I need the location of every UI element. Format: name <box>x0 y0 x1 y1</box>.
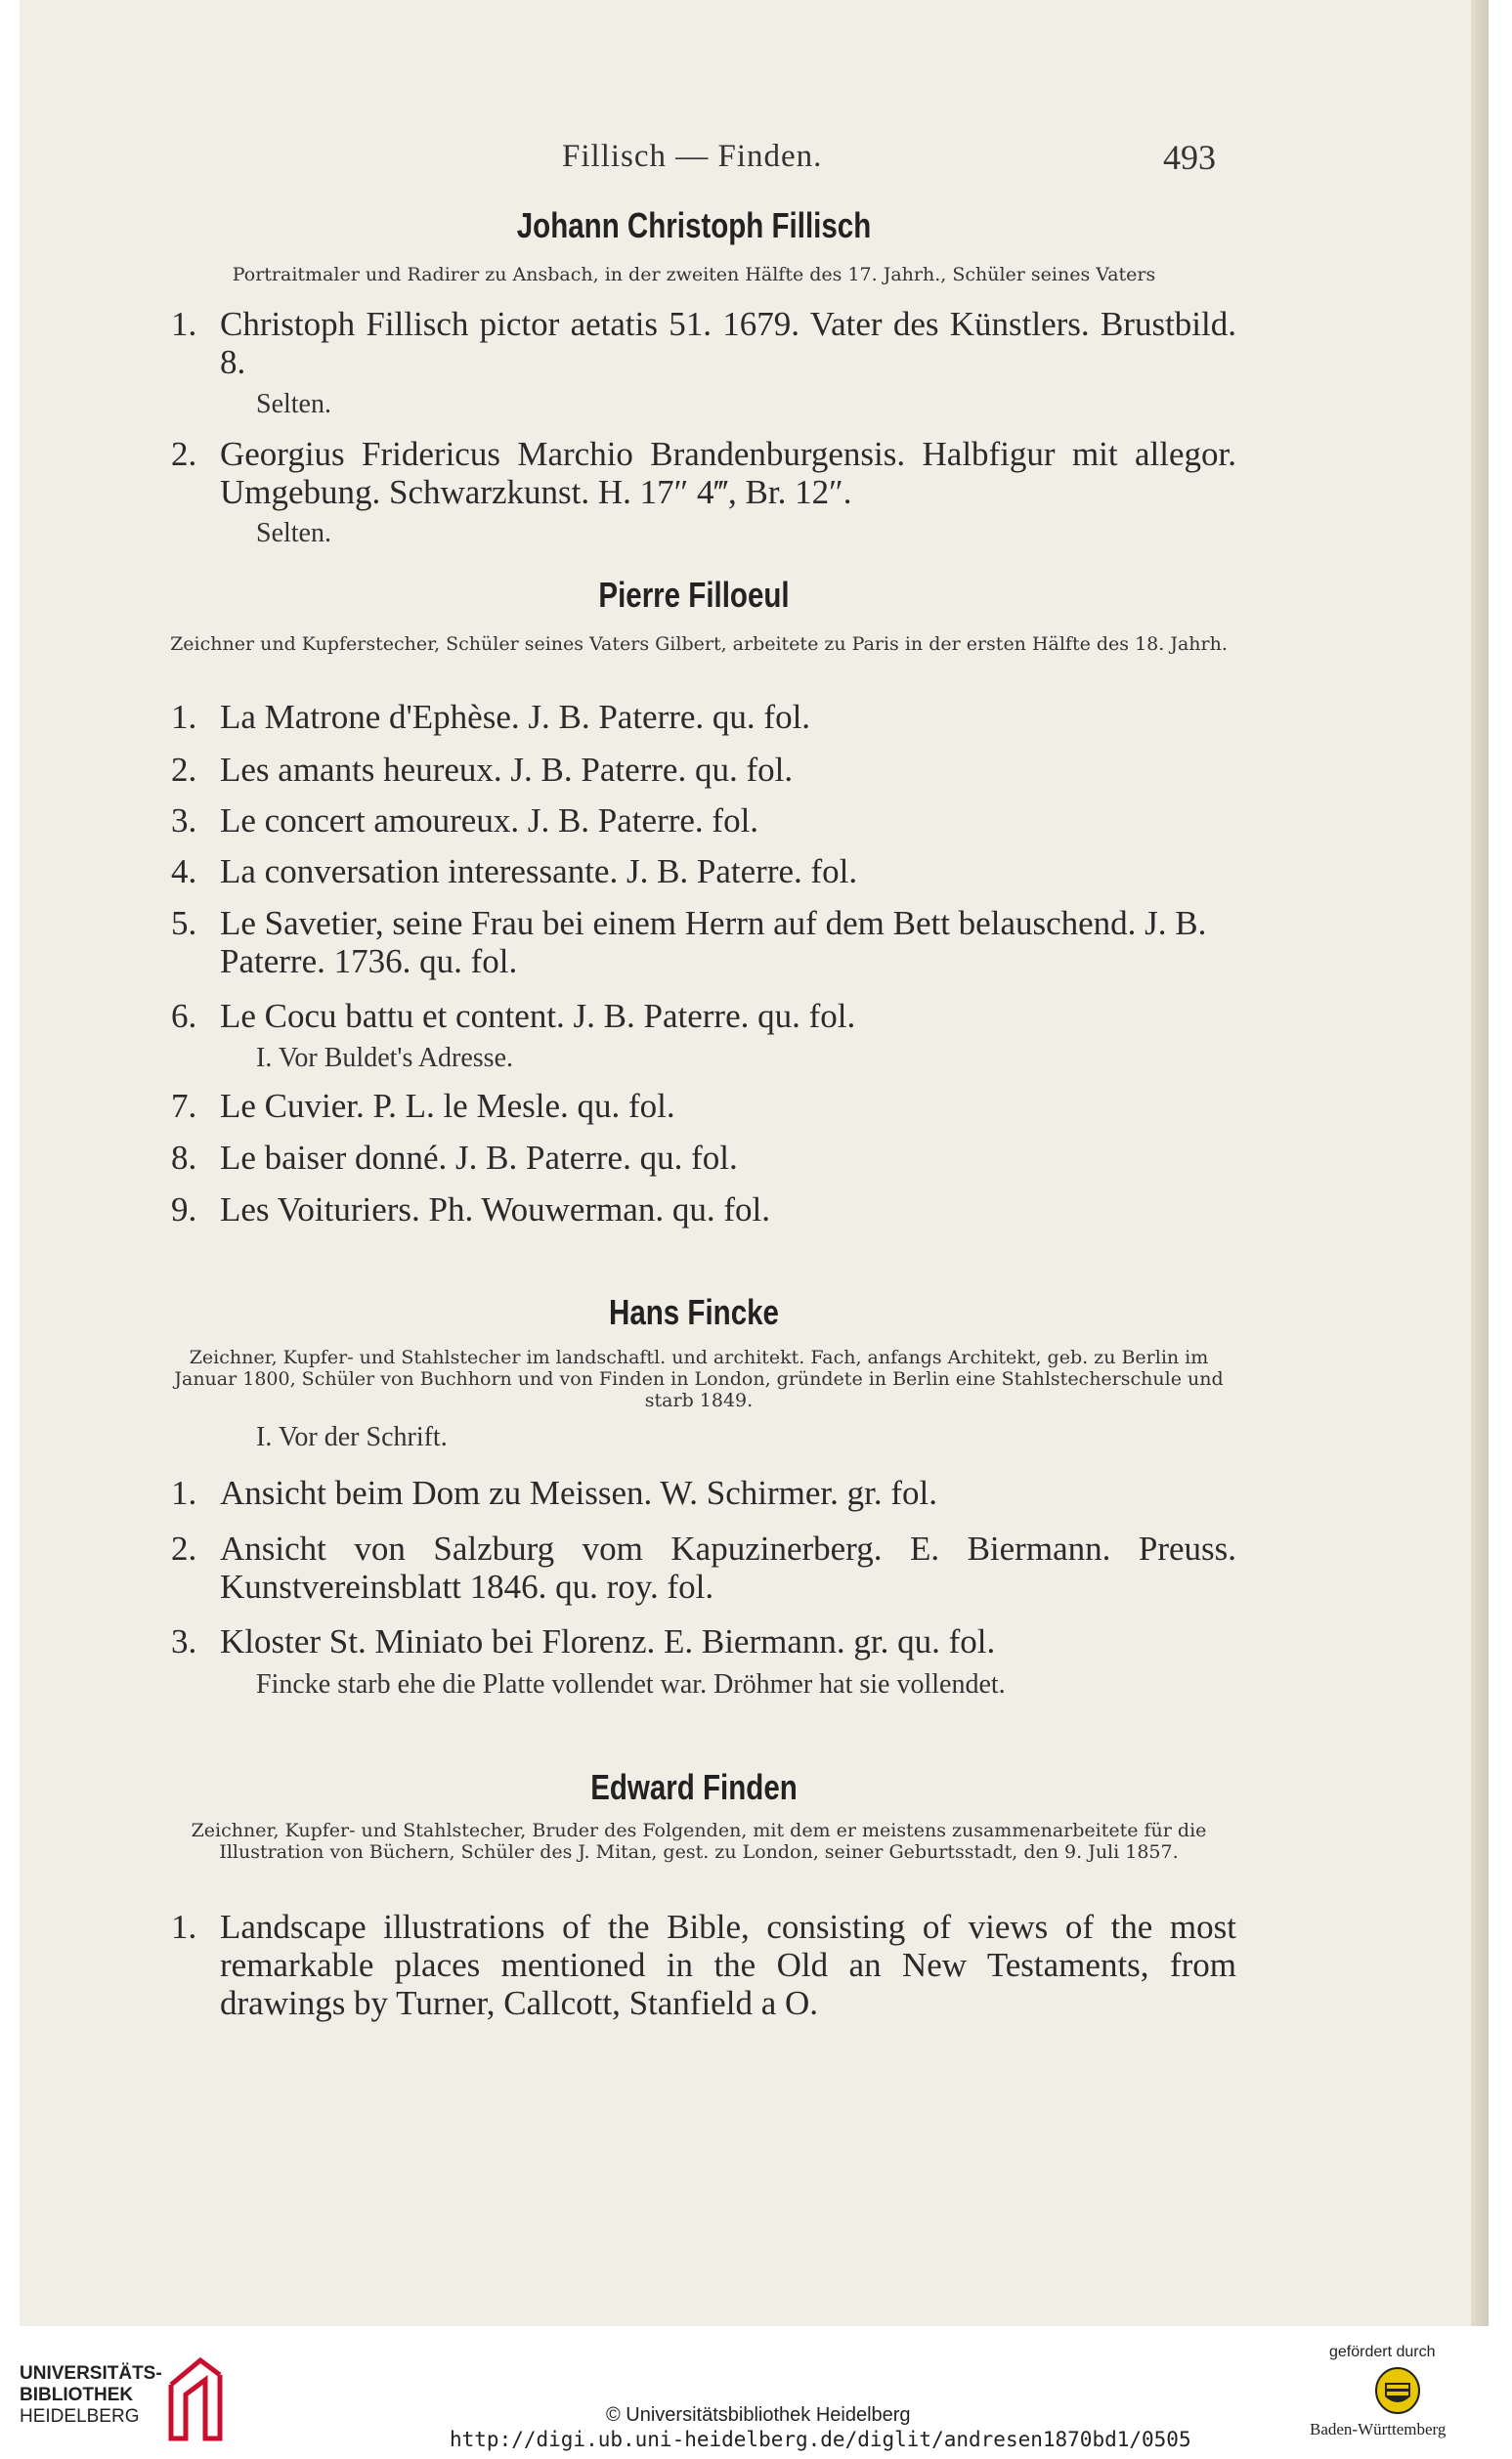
page-edge <box>1471 0 1489 2326</box>
entry-text: Le baiser donné. J. B. Paterre. qu. fol. <box>220 1139 738 1177</box>
entry-text: Les amants heureux. J. B. Paterre. qu. fol. <box>220 751 794 789</box>
section-title: Hans Fincke <box>609 1292 779 1332</box>
section-description: Zeichner und Kupferstecher, Schüler seines Vaters Gilbert, arbeitete zu Paris in der ersten Hälfte des 18. Jahrh. <box>170 633 1228 655</box>
section-description: Portraitmaler und Radirer zu Ansbach, in der zweiten Hälfte des 17. Jahrh., Schüler seines Vaters <box>232 264 1156 285</box>
entry-text: Le Cuvier. P. L. le Mesle. qu. fol. <box>220 1087 675 1125</box>
entry-text: Le Savetier, seine Frau bei einem Herrn auf dem Bett belauschend. J. B. Paterre. 1736. qu. fol. <box>220 904 1207 980</box>
entry-text: Les Voituriers. Ph. Wouwerman. qu. fol. <box>220 1190 770 1229</box>
sponsor-label: gefördert durch <box>1329 2344 1436 2360</box>
library-logo[interactable] <box>20 2355 225 2448</box>
entry-number: 7. <box>171 1087 197 1125</box>
entry-number: 1. <box>171 698 197 736</box>
entry-text: La conversation interessante. J. B. Paterre. fol. <box>220 852 858 890</box>
library-emblem-icon <box>166 2355 225 2443</box>
entry-number: 5. <box>171 904 197 942</box>
entry-text: Le concert amoureux. J. B. Paterre. fol. <box>220 801 759 840</box>
entry-number: 1. <box>171 1474 197 1512</box>
section-title: Edward Finden <box>590 1767 798 1807</box>
entry-note: Selten. <box>256 518 331 548</box>
entry-number: 1. <box>171 305 197 343</box>
permalink-url[interactable]: http://digi.ub.uni-heidelberg.de/diglit/andresen1870bd1/0505 <box>450 2428 1191 2451</box>
section-title: Pierre Filloeul <box>598 575 790 615</box>
entry-note: Selten. <box>256 389 331 419</box>
entry-number: 2. <box>171 1530 197 1568</box>
section-description: Zeichner, Kupfer- und Stahlstecher, Bruder des Folgenden, mit dem er meistens zusammenarbeitete für die Illustration von Büchern, Schüler des J. Mitan, gest. zu London, seiner Geburtsstadt, den 9. Juli 1857. <box>191 1820 1207 1863</box>
pre-note: I. Vor der Schrift. <box>256 1422 448 1452</box>
entry-number: 3. <box>171 1622 197 1661</box>
entry-text: Ansicht von Salzburg vom Kapuzinerberg. E. Biermann. Preuss. Kunstvereinsblatt 1846. qu. roy. fol. <box>220 1530 1236 1606</box>
library-name-line3: HEIDELBERG <box>20 2406 140 2427</box>
library-name-line1: UNIVERSITÄTS- <box>20 2363 162 2384</box>
entry-number: 3. <box>171 801 197 840</box>
catalog-entry <box>171 305 1236 383</box>
section-title: Johann Christoph Fillisch <box>516 205 872 245</box>
entry-text: Kloster St. Miniato bei Florenz. E. Biermann. gr. qu. fol. <box>220 1622 996 1661</box>
sponsor-name: Baden-Württemberg <box>1310 2420 1447 2438</box>
entry-number: 1. <box>171 1908 197 1946</box>
page-number: 493 <box>1163 138 1216 177</box>
entry-number: 6. <box>171 997 197 1035</box>
entry-text: Christoph Fillisch pictor aetatis 51. 1679. Vater des Künstlers. Brustbild. 8. <box>220 305 1236 381</box>
catalog-entry <box>171 904 1236 982</box>
running-title: Fillisch — Finden. <box>562 139 823 174</box>
entry-text: La Matrone d'Ephèse. J. B. Paterre. qu. fol. <box>220 698 811 736</box>
entry-text: Ansicht beim Dom zu Meissen. W. Schirmer. gr. fol. <box>220 1474 937 1512</box>
entry-number: 8. <box>171 1139 197 1177</box>
entry-text: Georgius Fridericus Marchio Brandenburgensis. Halbfigur mit allegor. Umgebung. Schwarzkunst. H. 17″ 4‴, Br. 12″. <box>220 435 1236 511</box>
entry-number: 2. <box>171 751 197 789</box>
catalog-entry <box>171 435 1236 513</box>
section-description: Zeichner, Kupfer- und Stahlstecher im landschaftl. und architekt. Fach, anfangs Architekt, geb. zu Berlin im Januar 1800, Schüler von Buchhorn und von Finden in London, gründete in Berlin eine Stahlstecherschule und starb 1849. <box>174 1347 1224 1411</box>
entry-note: Fincke starb ehe die Platte vollendet war. Dröhmer hat sie vollendet. <box>256 1669 1006 1700</box>
entry-number: 9. <box>171 1190 197 1229</box>
entry-text: Landscape illustrations of the Bible, consisting of views of the most remarkable places mentioned in the Old an New Testaments, from drawings by Turner, Callcott, Stanfield a O. <box>220 1908 1236 2022</box>
entry-number: 4. <box>171 852 197 890</box>
entry-text: Le Cocu battu et content. J. B. Paterre. qu. fol. <box>220 997 856 1035</box>
library-name-line2: BIBLIOTHEK <box>20 2385 134 2405</box>
baden-wuerttemberg-crest-icon <box>1373 2365 1422 2416</box>
copyright-notice: © Universitätsbibliothek Heidelberg <box>606 2404 911 2426</box>
entry-number: 2. <box>171 435 197 473</box>
catalog-entry <box>171 1908 1236 2025</box>
entry-note: I. Vor Buldet's Adresse. <box>256 1043 514 1073</box>
catalog-entry <box>171 1530 1236 1608</box>
